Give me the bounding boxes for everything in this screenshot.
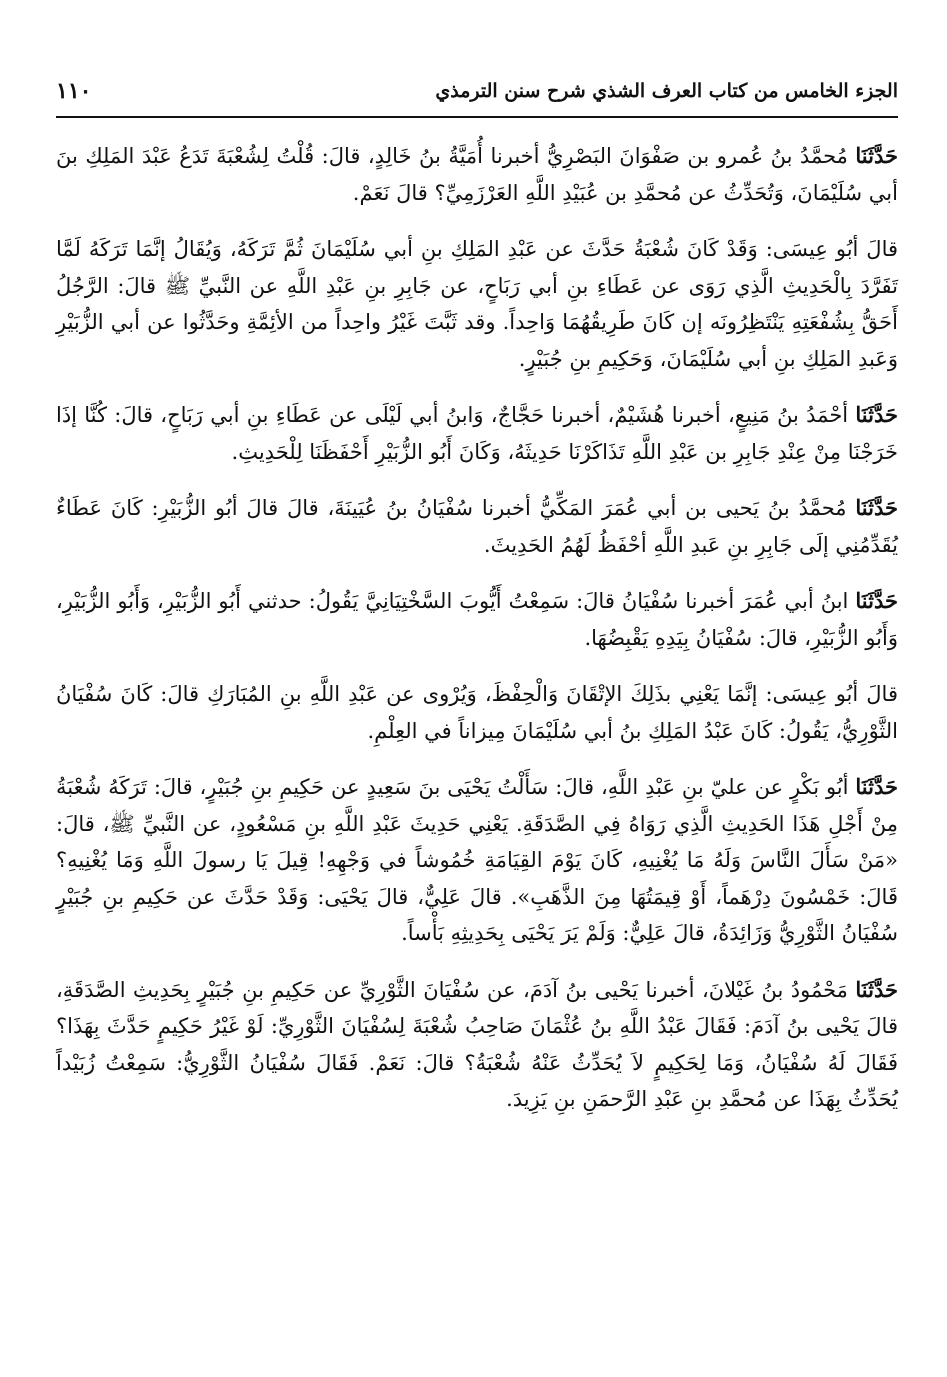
page-header (56, 70, 898, 120)
paragraph-text: أبُو بَكْرٍ عن عليّ بنِ عَبْدِ اللَّهِ، قالَ: سَأَلْتُ يَحْيَى بنَ سَعِيدٍ عن حَكِيمِ بنِ جُبَيْرٍ، قالَ: تَرَكَهُ شُعْبَةُ مِنْ أَجْلِ هَذَا الحَدِيثِ الَّذِي رَوَاهُ فِي الصَّدَقَةِ. يَعْنِي حَدِيثَ عَبْدِ اللَّهِ بنِ مَسْعُودٍ، عن النَّبيِّ ﷺ، قالَ: «مَنْ سَأَلَ النَّاسَ وَلَهُ مَا يُغْنِيهِ، كَانَ يَوْمَ القِيَامَةِ خُمُوشاً في وَجْهِهِ! قِيلَ يَا رسولَ اللَّهِ وَمَا يُغْنِيهِ؟ قَالَ: خَمْسُونَ دِرْهَماً، أَوْ قِيمَتُهَا مِنَ الذَّهَبِ». قالَ عَلِيٌّ، قالَ يَحْيَى: وَقَدْ حَدَّثَ عن حَكِيمِ بنِ جُبَيْرٍ سُفْيَانُ الثَّوْرِيُّ وَزَائِدَةُ، قالَ عَلِيٌّ: وَلَمْ يَرَ يَحْيَى بِحَدِيثِهِ بَأْساً. (56, 775, 898, 945)
hadith-paragraph (56, 769, 898, 952)
document-page (56, 70, 898, 1360)
paragraph-text: ابنُ أبي عُمَرَ أخبرنا سُفْيَانُ قالَ: سَمِعْتُ أَيُّوبَ السَّخْتِيَانِيَّ يَقُولُ: حدثني أَبُو الزُّبَيْرِ، وَأَبُو الزُّبَيْرِ، وَأَبُو الزُّبَيْرِ، قالَ: سُفْيَانُ بِيَدِهِ يَقْبِضُهَا. (56, 589, 898, 650)
hadith-paragraph (56, 138, 898, 211)
paragraph-text: مُحمَّدُ بنُ عُمرو بن صَفْوَانَ البَصْرِيُّ أخبرنا أُمَيَّةُ بنُ خَالِدٍ، قالَ: قُلْتُ لِشُعْبَةَ تَدَعُ عَبْدَ المَلِكِ بنَ أبي سُلَيْمَانَ، وَتُحَدِّثُ عن مُحمَّدِ بن عُبَيْدِ اللَّهِ العَرْزَمِيِّ؟ قالَ نَعَمْ. (56, 144, 898, 205)
paragraph-text: أحْمَدُ بنُ مَنِيعٍ، أخبرنا هُشَيْمٌ، أخبرنا حَجَّاجٌ، وَابنُ أبي لَيْلَى عن عَطَاءِ بنِ أبي رَبَاحٍ، قالَ: كُنَّا إذَا خَرَجْنَا مِنْ عِنْدِ جَابِرِ بن عَبْدِ اللَّهِ تَذَاكَرْنَا حَدِيثَهُ، وَكَانَ أَبُو الزُّبَيْرِ أَحْفَظَنَا لِلْحَدِيثِ. (56, 403, 898, 464)
running-title: الجزء الخامس من كتاب العرف الشذي شرح سنن الترمذي (435, 80, 898, 102)
commentary-paragraph (56, 231, 898, 377)
hadith-paragraph (56, 397, 898, 470)
page-number: ١١٠ (56, 78, 92, 104)
lead-word: حَدَّثَنَا (855, 143, 898, 168)
paragraph-text: قالَ أبُو عِيسَى: وَقَدْ كَانَ شُعْبَةُ حَدَّثَ عن عَبْدِ المَلِكِ بنِ أبي سُلَيْمَانَ ثُمَّ تَرَكَهُ، وَيُقَالُ إنَّمَا تَرَكَهُ لَمَّا تَفَرَّدَ بِالْحَدِيثِ الَّذِي رَوَى عن عَطَاءِ بنِ أبي رَبَاحٍ، عن جَابِرِ بنِ عَبْدِ اللَّهِ عن النَّبيِّ ﷺ قالَ: الرَّجُلُ أَحَقُّ بِشُفْعَتِهِ يَنْتَظِرُونَه إن كَانَ طَرِيقُهُمَا وَاحِداً. وقد ثَبَّتَ غَيْرُ واحِداً من الأئِمَّةِ وحَدَّثُوا عن أبي الزُّبَيْرِ وَعَبدِ المَلِكِ بنِ أبي سُلَيْمَانَ، وَحَكِيمِ بنِ جُبَيْرٍ. (56, 237, 898, 371)
hadith-paragraph (56, 583, 898, 656)
paragraph-text: مَحْمُودُ بنُ غَيْلانَ، أخبرنا يَحْيى بنُ آدَمَ، عن سُفْيَانَ الثَّوْرِيِّ عن حَكِيمِ بنِ جُبَيْرٍ بِحَدِيثِ الصَّدَقَةِ، قالَ يَحْيى بنُ آدَمَ: فَقَالَ عَبْدُ اللَّهِ بنُ عُثْمَانَ صَاحِبُ شُعْبَةَ لِسُفْيَانَ الثَّوْرِيِّ: لَوْ غَيْرُ حَكِيمٍ حَدَّثَ بِهَذَا؟ فَقَالَ لَهُ سُفْيَانُ، وَمَا لِحَكِيمٍ لاَ يُحَدِّثُ عَنْهُ شُعْبَةُ؟ قالَ: نَعَمْ. فَقَالَ سُفْيَانُ الثَّوْرِيُّ: سَمِعْتُ زُبَيْداً يُحَدِّثُ بِهَذَا عن مُحمَّدِ بنِ عَبْدِ الرَّحمَنِ بنِ يَزِيدَ. (56, 977, 898, 1111)
lead-word: حَدَّثَنَا (855, 495, 898, 520)
paragraph-text: قالَ أبُو عِيسَى: إنَّمَا يَعْنِي بذَلِكَ الإتْقَانَ وَالْحِفْظَ، وَيُرْوى عن عَبْدِ اللَّهِ بنِ المُبَارَكِ قالَ: كَانَ سُفْيَانُ الثَّوْرِيُّ، يَقُولُ: كَانَ عَبْدُ المَلِكِ بنُ أبي سُلَيْمَانَ مِيزاناً في العِلْمِ. (56, 682, 898, 743)
lead-word: حَدَّثَنَا (855, 976, 898, 1002)
hadith-paragraph (56, 972, 898, 1118)
body-text (56, 138, 898, 1118)
hadith-paragraph (56, 490, 898, 563)
lead-word: حَدَّثَنَا (855, 402, 898, 427)
lead-word: حَدَّثَنَا (855, 588, 898, 613)
commentary-paragraph (56, 676, 898, 749)
header-rule (56, 116, 898, 118)
lead-word: حَدَّثَنَا (855, 774, 898, 799)
paragraph-text: مُحمَّدُ بنُ يَحيى بن أبي عُمَرَ المَكِّيُّ أخبرنا سُفْيَانُ بنُ عُيَينَةَ، قالَ قالَ أبُو الزُّبَيْرِ: كَانَ عَطَاءٌ يُقَدِّمُنِي إلَى جَابِرِ بنِ عَبدِ اللَّهِ أحْفَظُ لَهُمُ الحَدِيثَ. (56, 496, 898, 557)
